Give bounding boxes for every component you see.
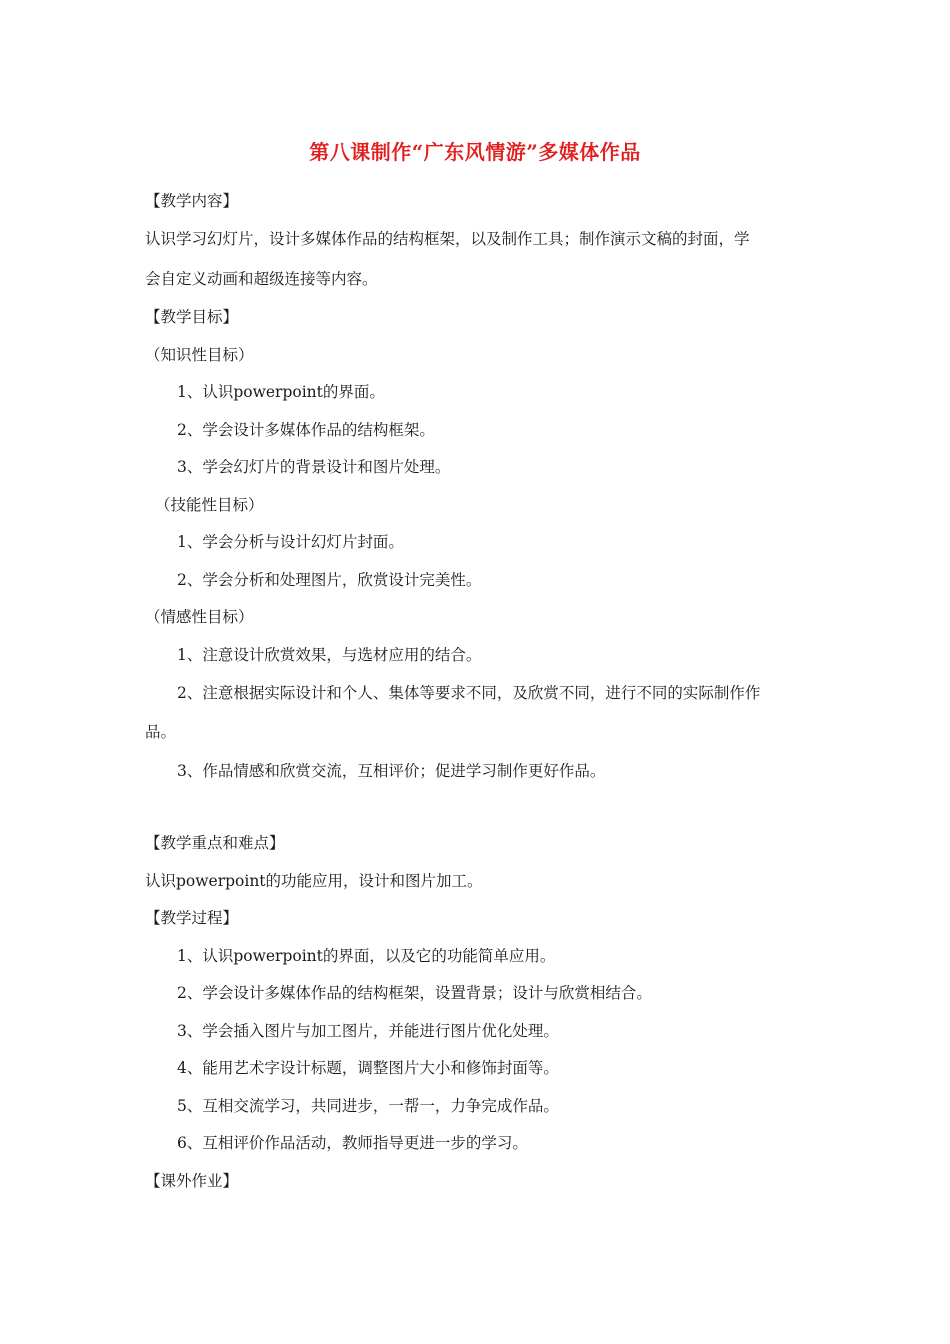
subheading-emotion: （情感性目标）: [145, 608, 254, 626]
paragraph-line: 会自定义动画和超级连接等内容。: [145, 270, 378, 288]
list-item: 1、认识powerpoint的界面。: [177, 383, 385, 401]
list-item: 1、认识powerpoint的界面，以及它的功能简单应用。: [177, 947, 556, 965]
list-item: 3、作品情感和欣赏交流，互相评价；促进学习制作更好作品。: [177, 762, 606, 780]
section-heading-process: 【教学过程】: [145, 909, 239, 927]
paragraph-line: 认识powerpoint的功能应用，设计和图片加工。: [145, 872, 483, 890]
list-item: 1、学会分析与设计幻灯片封面。: [177, 533, 404, 551]
list-item: 4、能用艺术字设计标题，调整图片大小和修饰封面等。: [177, 1059, 559, 1077]
list-item: 3、学会幻灯片的背景设计和图片处理。: [177, 458, 451, 476]
list-item: 6、互相评价作品活动，教师指导更进一步的学习。: [177, 1134, 528, 1152]
subheading-skill: （技能性目标）: [155, 496, 264, 514]
list-item: 3、学会插入图片与加工图片，并能进行图片优化处理。: [177, 1022, 559, 1040]
section-heading-homework: 【课外作业】: [145, 1172, 239, 1190]
page-title: 第八课制作“广东风情游”多媒体作品: [309, 140, 641, 164]
list-item: 2、学会设计多媒体作品的结构框架，设置背景；设计与欣赏相结合。: [177, 984, 652, 1002]
section-heading-content: 【教学内容】: [145, 192, 239, 210]
list-item: 1、注意设计欣赏效果，与选材应用的结合。: [177, 646, 482, 664]
list-item: 2、学会设计多媒体作品的结构框架。: [177, 421, 435, 439]
section-heading-key: 【教学重点和难点】: [145, 834, 285, 852]
list-item: 2、学会分析和处理图片，欣赏设计完美性。: [177, 571, 482, 589]
subheading-knowledge: （知识性目标）: [145, 346, 254, 364]
list-item-continuation: 品。: [145, 723, 177, 741]
list-item: 2、注意根据实际设计和个人、集体等要求不同，及欣赏不同，进行不同的实际制作作: [177, 684, 761, 702]
list-item: 5、互相交流学习，共同进步，一帮一，力争完成作品。: [177, 1097, 559, 1115]
paragraph-line: 认识学习幻灯片，设计多媒体作品的结构框架，以及制作工具；制作演示文稿的封面，学: [145, 230, 750, 248]
section-heading-goals: 【教学目标】: [145, 308, 239, 326]
